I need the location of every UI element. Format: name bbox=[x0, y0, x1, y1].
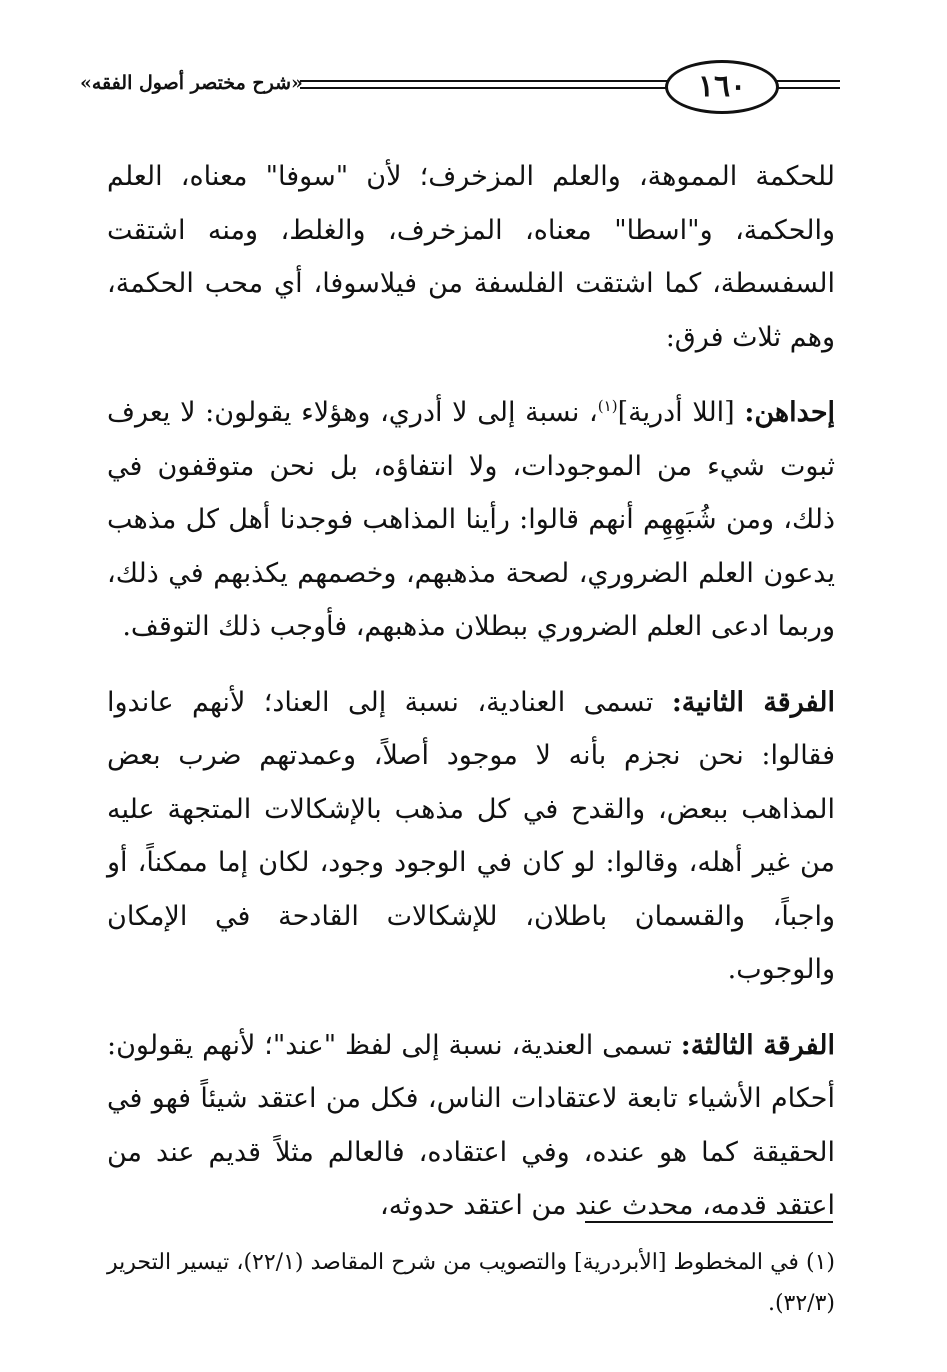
third-sect-heading: الفرقة الثالثة: bbox=[680, 1029, 835, 1061]
first-sect-heading: إحداهن: bbox=[744, 397, 836, 428]
second-sect-text: تسمى العنادية، نسبة إلى العناد؛ لأنهم عاندوا فقالوا: نحن نجزم بأنه لا موجود أصلاً، وعمدتهم ضرب بعض المذاهب ببعض، والقدح في كل مذهب بالإشكالات المتجهة عليه من غير أهله، وقالوا: لو كان في الوجود وجود، لكان إما ممكناً، أو واجباً، والقسمان باطلان، للإشكالات القادحة في الإمكان والوجوب. bbox=[107, 686, 835, 985]
paragraph-intro: للحكمة المموهة، والعلم المزخرف؛ لأن "سوفا" معناه، العلم والحكمة، و"اسطا" معناه، المزخرف، والغلط، ومنه اشتقت السفسطة، كما اشتقت الفلسفة من فيلاسوفا، أي محب الحكمة، وهم ثلاث فرق: bbox=[107, 161, 835, 353]
running-header bbox=[80, 58, 840, 114]
third-sect-text: تسمى العندية، نسبة إلى لفظ "عند"؛ لأنهم يقولون: أحكام الأشياء تابعة لاعتقادات الناس، فكل من اعتقد شيئاً فهو في الحقيقة كما هو عنده، وفي اعتقاده، فالعالم مثلاً قديم عند من اعتقد قدمه، محدث عند من اعتقد حدوثه، bbox=[107, 1029, 835, 1221]
page-body bbox=[107, 150, 835, 1233]
paragraph-first-sect bbox=[107, 386, 835, 654]
footnote-separator bbox=[585, 1221, 833, 1223]
paragraph-second-sect bbox=[107, 676, 835, 997]
second-sect-heading: الفرقة الثانية: bbox=[671, 686, 835, 718]
page-number: ١٦٠ bbox=[665, 60, 779, 114]
paragraph-third-sect bbox=[107, 1019, 835, 1233]
footnote-reference[interactable]: (١) bbox=[597, 397, 618, 415]
book-title: «شرح مختصر أصول الفقه» bbox=[80, 72, 303, 94]
first-sect-text: ، نسبة إلى لا أدري، وهؤلاء يقولون: لا يعرف ثبوت شيء من الموجودات، ولا انتفاؤه، بل نحن متوقفون في ذلك، ومن شُبَهِهِم أنهم قالوا: رأينا المذاهب فوجدنا أهل كل مذهب يدعون العلم الضروري، لصحة مذهبهم، وخصمهم يكذبهم في ذلك، وربما ادعى العلم الضروري ببطلان مذهبهم، فأوجب ذلك التوقف. bbox=[107, 397, 835, 642]
footnote: (١) في المخطوط [الأبردرية] والتصويب من شرح المقاصد (٢٢/١)، تيسير التحرير (٣٢/٣). bbox=[107, 1250, 835, 1316]
first-sect-name: [اللا أدرية] bbox=[617, 397, 745, 428]
